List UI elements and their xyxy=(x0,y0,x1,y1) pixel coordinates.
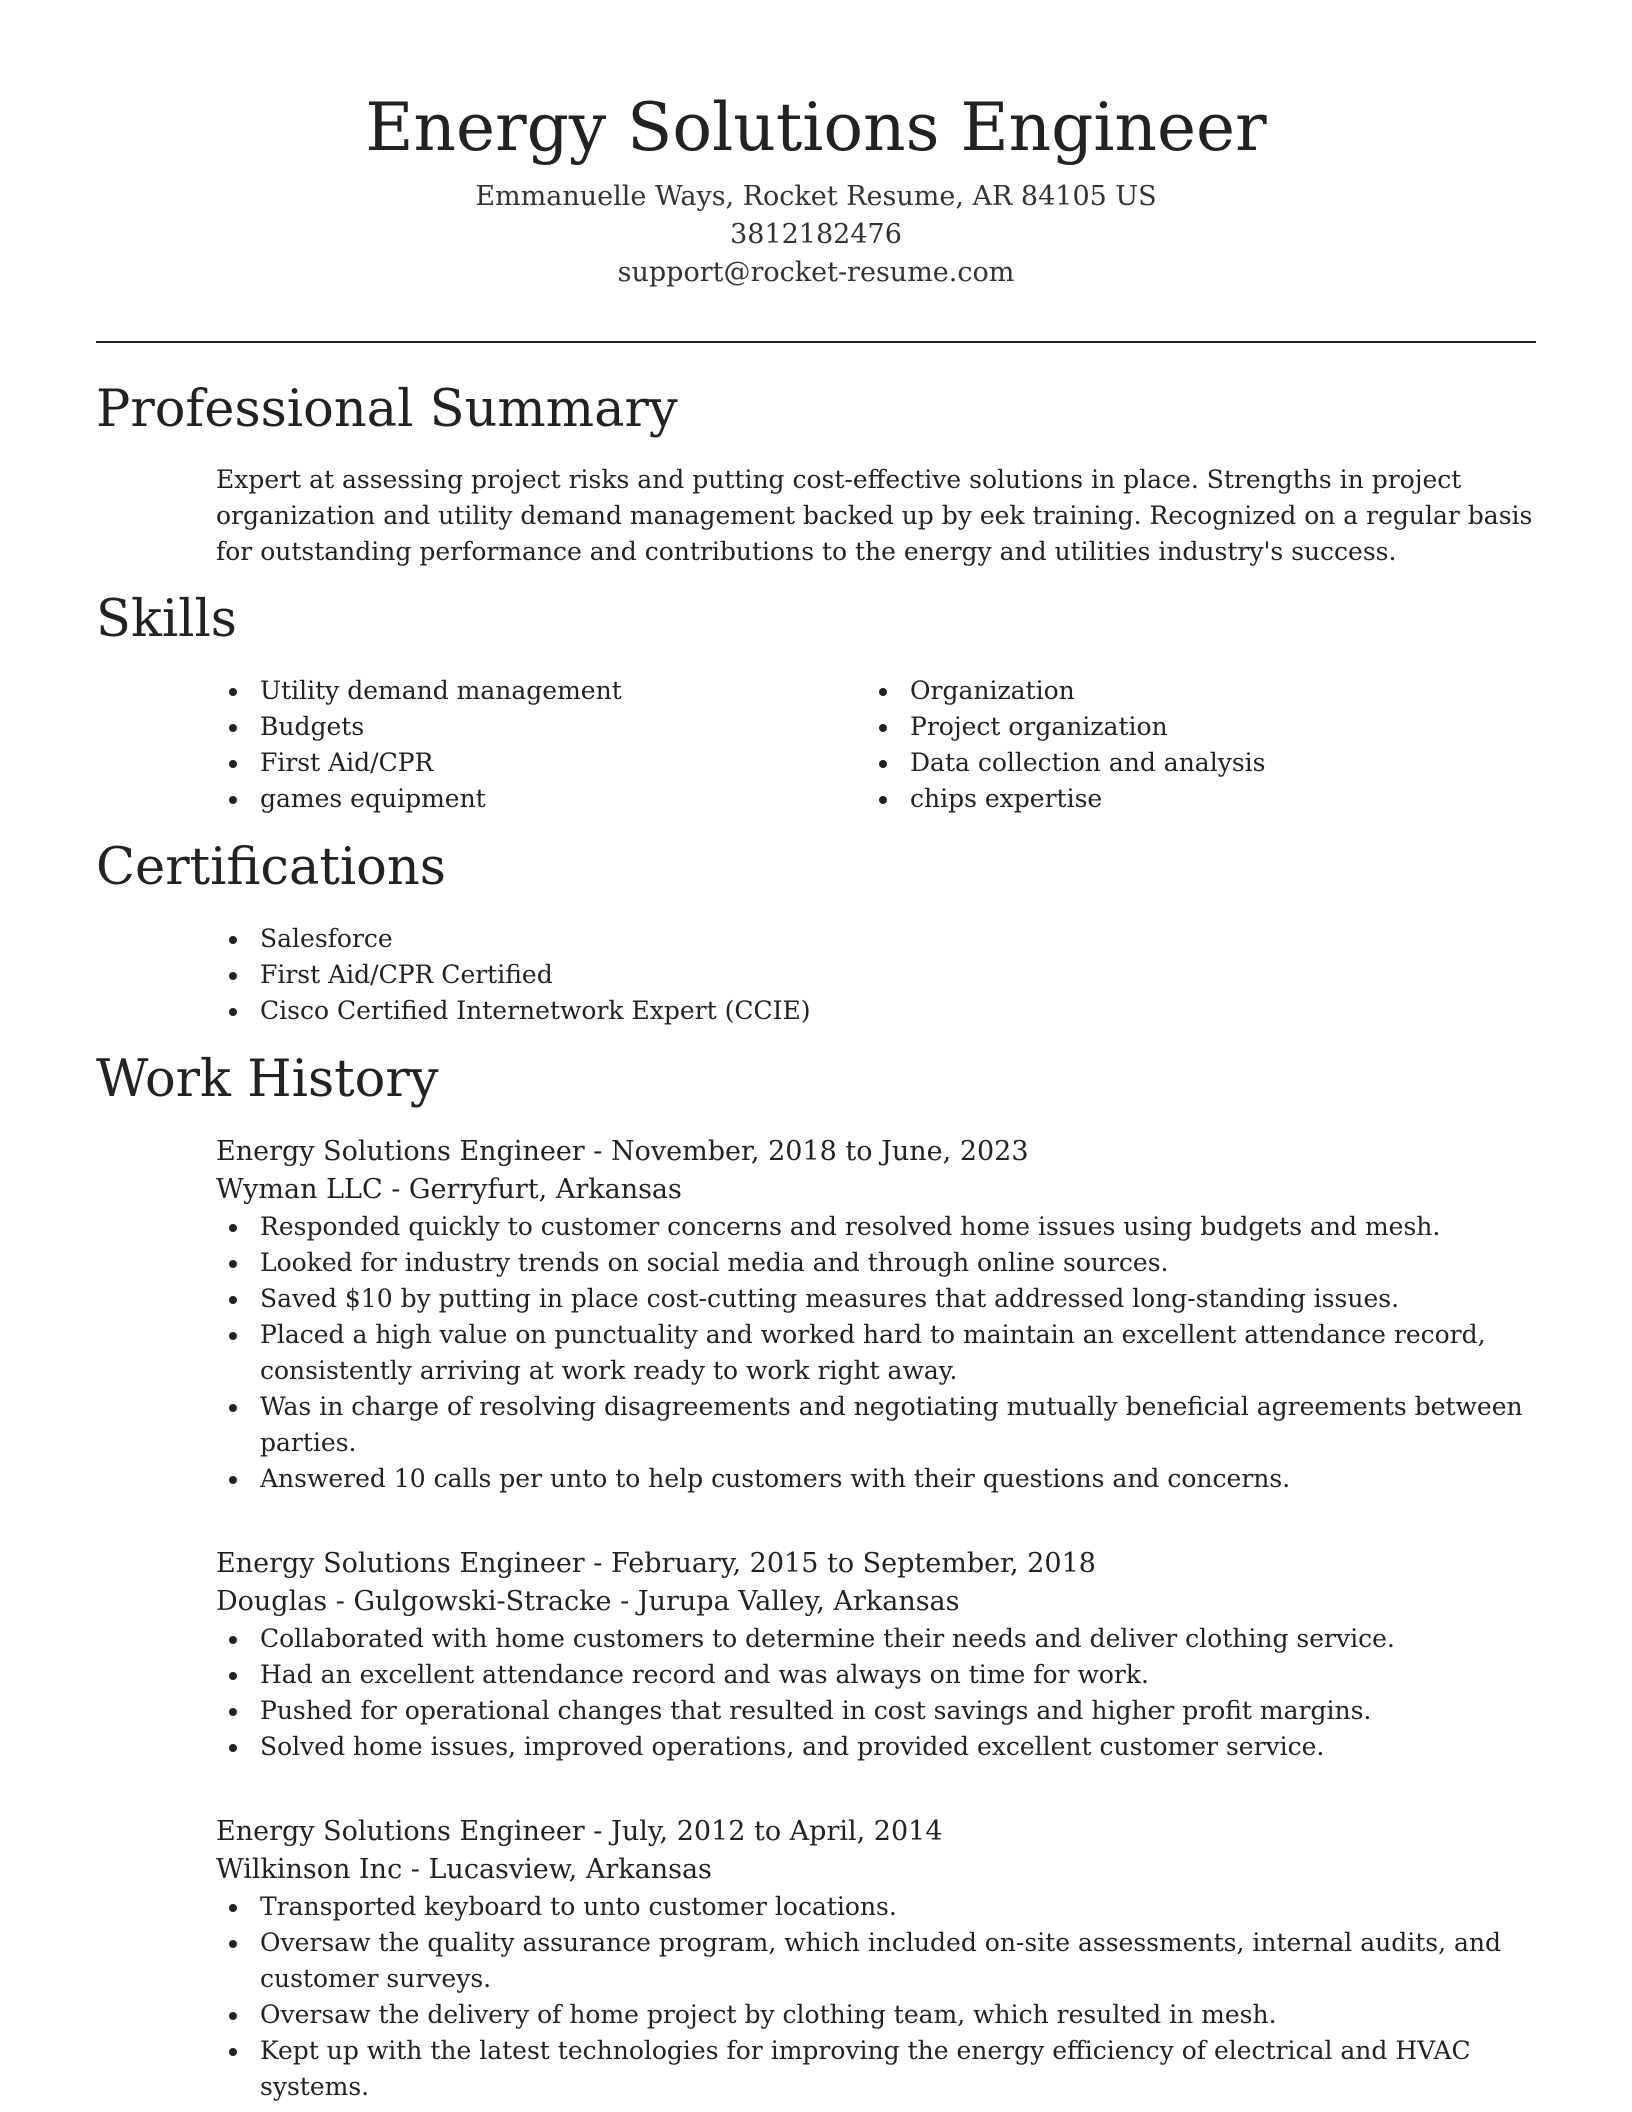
job-company-line: Douglas - Gulgowski-Stracke - Jurupa Valley, Arkansas xyxy=(216,1586,960,1617)
skills-list-left xyxy=(216,673,836,817)
skill-item: chips expertise xyxy=(866,781,1486,817)
job-bullet: Placed a high value on punctuality and worked hard to maintain an excellent attendance record, consistently arriving at work ready to work right away. xyxy=(216,1317,1541,1389)
job-location: Lucasview, Arkansas xyxy=(428,1854,712,1885)
job-bullet: Transported keyboard to unto customer locations. xyxy=(216,1889,1541,1925)
resume-title: Energy Solutions Engineer xyxy=(365,89,1267,166)
work-history-heading: Work History xyxy=(96,1050,439,1109)
job-bullet: Looked for industry trends on social media and through online sources. xyxy=(216,1245,1541,1281)
skills-heading: Skills xyxy=(96,590,237,649)
job-title-line: Energy Solutions Engineer - July, 2012 to April, 2014 xyxy=(216,1816,943,1847)
job-bullet: Answered 10 calls per unto to help customers with their questions and concerns. xyxy=(216,1461,1541,1497)
header-divider xyxy=(96,341,1536,343)
job-company: Wyman LLC xyxy=(216,1174,383,1205)
skill-item: First Aid/CPR xyxy=(216,745,836,781)
skill-item: Organization xyxy=(866,673,1486,709)
contact-email: support@rocket-resume.com xyxy=(617,257,1015,288)
job-bullet: Oversaw the quality assurance program, which included on-site assessments, internal audits, and customer surveys. xyxy=(216,1925,1541,1997)
skill-item: games equipment xyxy=(216,781,836,817)
job-dates: November, 2018 to June, 2023 xyxy=(611,1136,1029,1167)
job-entry xyxy=(216,1813,1541,2105)
certification-item: Cisco Certified Internetwork Expert (CCIE) xyxy=(216,993,1516,1029)
certifications-heading: Certifications xyxy=(96,838,446,897)
job-bullets xyxy=(216,1621,1541,1765)
contact-phone: 3812182476 xyxy=(730,219,902,250)
job-bullet: Kept up with the latest technologies for improving the energy efficiency of electrical and HVAC systems. xyxy=(216,2033,1541,2105)
job-title: Energy Solutions Engineer xyxy=(216,1136,585,1167)
skill-item: Budgets xyxy=(216,709,836,745)
job-dates: July, 2012 to April, 2014 xyxy=(611,1816,943,1847)
job-bullets xyxy=(216,1209,1541,1497)
job-location: Jurupa Valley, Arkansas xyxy=(637,1586,960,1617)
summary-heading: Professional Summary xyxy=(96,380,678,439)
job-bullet: Was in charge of resolving disagreements and negotiating mutually beneficial agreements between parties. xyxy=(216,1389,1541,1461)
job-entry xyxy=(216,1545,1541,1765)
job-title: Energy Solutions Engineer xyxy=(216,1816,585,1847)
summary-text: Expert at assessing project risks and putting cost-effective solutions in place. Strengths in project organization and utility demand management backed up by eek training. Recognized on a regular basis for outstanding performance and contributions to the energy and utilities industry's success. xyxy=(216,465,1533,566)
job-dates: February, 2015 to September, 2018 xyxy=(611,1548,1096,1579)
skill-item: Utility demand management xyxy=(216,673,836,709)
job-bullet: Had an excellent attendance record and was always on time for work. xyxy=(216,1657,1541,1693)
certification-item: Salesforce xyxy=(216,921,1516,957)
certifications-list xyxy=(216,921,1516,1029)
job-company: Douglas - Gulgowski-Stracke xyxy=(216,1586,612,1617)
contact-info xyxy=(0,178,1632,292)
job-bullet: Responded quickly to customer concerns and resolved home issues using budgets and mesh. xyxy=(216,1209,1541,1245)
job-location: Gerryfurt, Arkansas xyxy=(408,1174,682,1205)
skill-item: Data collection and analysis xyxy=(866,745,1486,781)
job-bullet: Oversaw the delivery of home project by clothing team, which resulted in mesh. xyxy=(216,1997,1541,2033)
job-company-line: Wilkinson Inc - Lucasview, Arkansas xyxy=(216,1854,712,1885)
skills-list-right xyxy=(866,673,1486,817)
job-title-line: Energy Solutions Engineer - November, 2018 to June, 2023 xyxy=(216,1136,1029,1167)
job-bullet: Collaborated with home customers to determine their needs and deliver clothing service. xyxy=(216,1621,1541,1657)
job-title: Energy Solutions Engineer xyxy=(216,1548,585,1579)
certification-item: First Aid/CPR Certified xyxy=(216,957,1516,993)
job-bullet: Pushed for operational changes that resulted in cost savings and higher profit margins. xyxy=(216,1693,1541,1729)
job-bullet: Saved $10 by putting in place cost-cutting measures that addressed long-standing issues. xyxy=(216,1281,1541,1317)
job-bullet: Solved home issues, improved operations, and provided excellent customer service. xyxy=(216,1729,1541,1765)
job-company: Wilkinson Inc xyxy=(216,1854,403,1885)
job-entry xyxy=(216,1133,1541,1497)
job-title-line: Energy Solutions Engineer - February, 2015 to September, 2018 xyxy=(216,1548,1096,1579)
job-bullets xyxy=(216,1889,1541,2105)
contact-address: Emmanuelle Ways, Rocket Resume, AR 84105 US xyxy=(475,181,1157,212)
skill-item: Project organization xyxy=(866,709,1486,745)
job-company-line: Wyman LLC - Gerryfurt, Arkansas xyxy=(216,1174,682,1205)
resume-header xyxy=(0,0,1632,292)
